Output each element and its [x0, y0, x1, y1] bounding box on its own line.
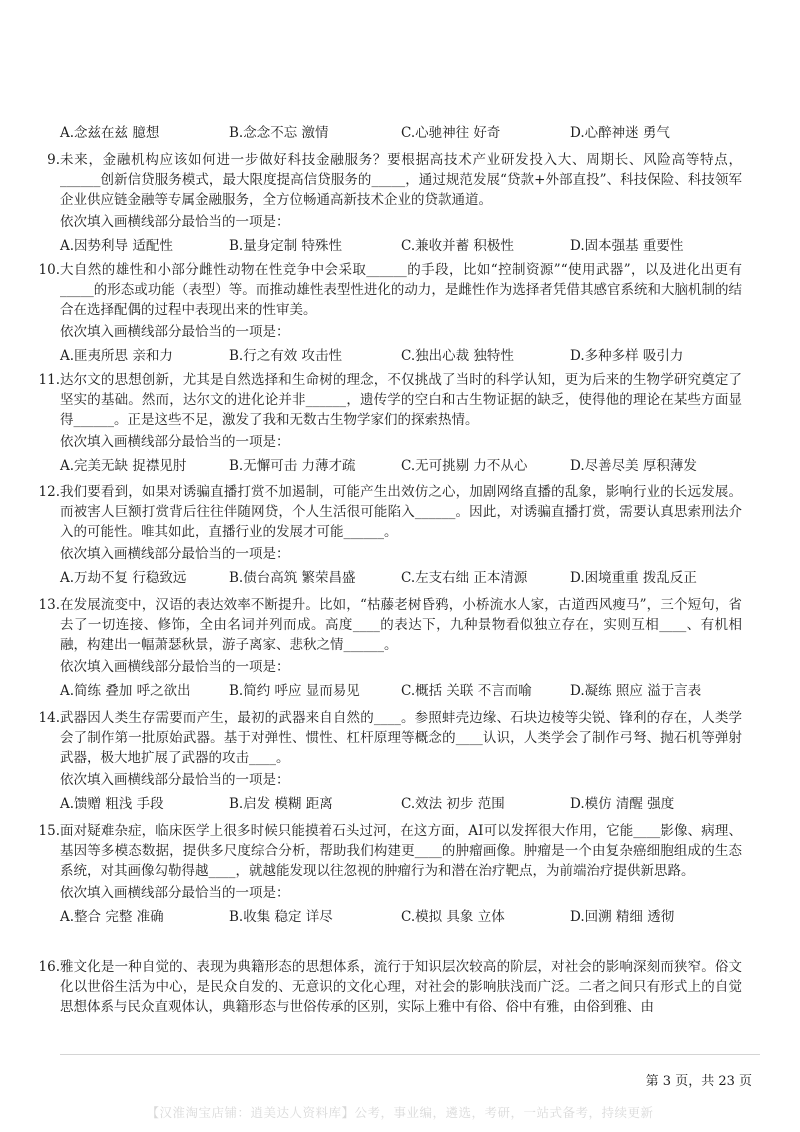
option-b: B.量身定制 特殊性	[229, 238, 343, 254]
question-number: 16.	[38, 959, 60, 975]
option-d: D.心醉神迷 勇气	[570, 125, 670, 141]
question-16	[32, 957, 742, 1017]
question-options	[60, 794, 760, 814]
option-c: C.左支右绌 正本清源	[401, 570, 528, 586]
question-stem: 大自然的雄性和小部分雌性动物在性竞争中会采取______的手段，比如“控制资源”“使用武器”，以及进化出更有_____的形态或功能（表型）等。而推动雄性表型性进化的动力，是雌性作为选择者凭借其感官系统和大脑机制的结合在选择配偶的过程中表现出来的性审美。	[60, 262, 742, 318]
question-stem: 雅文化是一种自觉的、表现为典籍形态的思想体系，流行于知识层次较高的阶层，对社会的影响深刻而狭窄。俗文化以世俗生活为中心，是民众自发的、无意识的文化心理，对社会的影响肤浅而广泛。二者之间只有形式上的自觉思想体系与民众直观体认，典籍形态与世俗传承的区别，实际上雅中有俗、俗中有雅，由俗到雅、由	[60, 959, 742, 1015]
option-d: D.模仿 清醒 强度	[570, 796, 675, 812]
question-instruction: 依次填入画横线部分最恰当的一项是：	[60, 772, 290, 788]
option-b: B.启发 模糊 距离	[229, 796, 333, 812]
option-d: D.回溯 精细 透彻	[570, 909, 675, 925]
question-number: 14.	[38, 710, 60, 726]
question-number: 9.	[47, 152, 60, 168]
question-stem: 达尔文的思想创新，尤其是自然选择和生命树的理念，不仅挑战了当时的科学认知，更为后来的生物学研究奠定了坚实的基础。然而，达尔文的进化论并非______，遗传学的空白和古生物证据的缺乏，使得他的理论在某些方面显得______。正是这些不足，激发了我和无数古生物学家们的探索热情。	[60, 372, 742, 428]
question-stem: 武器因人类生存需要而产生，最初的武器来自自然的____。参照蚌壳边缘、石块边棱等尖锐、锋利的存在，人类学会了制作第一批原始武器。基于对弹性、惯性、杠杆原理等概念的____认识，人类学会了制作弓弩、抛石机等弹射武器，极大地扩展了武器的攻击____。	[60, 710, 742, 766]
option-c: C.效法 初步 范围	[401, 796, 505, 812]
option-a: A.匪夷所思 亲和力	[60, 348, 173, 364]
question-15	[32, 821, 742, 927]
question-number: 13.	[38, 597, 60, 613]
option-b: B.念念不忘 激情	[229, 125, 329, 141]
question-stem: 未来，金融机构应该如何进一步做好科技金融服务？要根据高技术产业研发投入大、周期长、风险高等特点，______创新信贷服务模式，最大限度提高信贷服务的_____，通过规范发展“贷款+外部直投”、科技保险、科技领军企业供应链金融等专属金融服务，全方位畅通高新技术企业的贷款通道。	[60, 152, 742, 208]
option-d: D.困境重重 拨乱反正	[570, 570, 697, 586]
option-b: B.简约 呼应 显而易见	[229, 683, 360, 699]
question-instruction: 依次填入画横线部分最恰当的一项是：	[60, 434, 290, 450]
question-options	[60, 568, 760, 588]
option-c: C.概括 关联 不言而喻	[401, 683, 532, 699]
page-number: 第 3 页，共 23 页	[645, 1074, 752, 1089]
option-a: A.因势利导 适配性	[60, 238, 173, 254]
question-13	[32, 595, 742, 701]
option-d: D.多种多样 吸引力	[570, 348, 684, 364]
option-b: B.无懈可击 力薄才疏	[229, 458, 356, 474]
question-options	[60, 456, 760, 476]
question-stem: 我们要看到，如果对诱骗直播打赏不加遏制，可能产生出效仿之心，加剧网络直播的乱象，影响行业的长远发展。而被害人巨额打赏背后往往伴随网贷，个人生活很可能陷入______。因此，对诱骗直播打赏，需要认真思索刑法介入的可能性。唯其如此，直播行业的发展才可能______。	[60, 484, 742, 540]
question-number: 10.	[38, 262, 60, 278]
option-d: D.固本强基 重要性	[570, 238, 684, 254]
option-b: B.收集 稳定 详尽	[229, 909, 333, 925]
option-d: D.凝练 照应 溢于言表	[570, 683, 702, 699]
question-options	[60, 907, 760, 927]
question-stem: 在发展流变中，汉语的表达效率不断提升。比如，“枯藤老树昏鸦，小桥流水人家，古道西风瘦马”，三个短句，省去了一切连接、修饰，全由名词并列而成。高度____的表达下，九种景物看似独立存在，实则互相____、有机相融，构建出一幅萧瑟秋景，游子离家、悲秋之情______。	[60, 597, 742, 653]
option-c: C.心驰神往 好奇	[401, 125, 501, 141]
question-10	[32, 260, 742, 366]
question-9	[32, 150, 742, 256]
option-b: B.债台高筑 繁荣昌盛	[229, 570, 356, 586]
option-c: C.独出心裁 独特性	[401, 348, 514, 364]
question-options	[60, 681, 760, 701]
question-options	[60, 346, 760, 366]
question-12	[32, 482, 742, 588]
question-instruction: 依次填入画横线部分最恰当的一项是：	[60, 546, 290, 562]
option-a: A.念兹在兹 臆想	[60, 125, 160, 141]
watermark: 【汉淮淘宝店铺：逍美达人资料库】公考，事业编，遴选，考研，一站式备考，持续更新	[146, 1105, 654, 1120]
question-stem: 面对疑难杂症，临床医学上很多时候只能摸着石头过河，在这方面，AI可以发挥很大作用，它能____影像、病理、基因等多模态数据，提供多尺度综合分析，帮助我们构建更____的肿瘤画像。肿瘤是一个由复杂癌细胞组成的生态系统，对其画像勾勒得越____，就越能发现以往忽视的肿瘤行为和潜在治疗靶点，为前端治疗提供新思路。	[60, 823, 742, 879]
question-instruction: 依次填入画横线部分最恰当的一项是：	[60, 214, 290, 230]
option-a: A.完美无缺 捉襟见肘	[60, 458, 187, 474]
footer-divider	[60, 1054, 760, 1055]
question-instruction: 依次填入画横线部分最恰当的一项是：	[60, 659, 290, 675]
option-a: A.万劫不复 行稳致远	[60, 570, 187, 586]
option-b: B.行之有效 攻击性	[229, 348, 343, 364]
question-14	[32, 708, 742, 814]
question-number: 12.	[38, 484, 60, 500]
option-a: A.整合 完整 准确	[60, 909, 164, 925]
question-number: 15.	[38, 823, 60, 839]
question-options	[60, 236, 760, 256]
question-instruction: 依次填入画横线部分最恰当的一项是：	[60, 324, 290, 340]
question-11	[32, 370, 742, 476]
option-c: C.兼收并蓄 积极性	[401, 238, 514, 254]
option-a: A.简练 叠加 呼之欲出	[60, 683, 191, 699]
question-instruction: 依次填入画横线部分最恰当的一项是：	[60, 885, 290, 901]
option-d: D.尽善尽美 厚积薄发	[570, 458, 697, 474]
option-c: C.模拟 具象 立体	[401, 909, 505, 925]
question-number: 11.	[38, 372, 60, 388]
option-a: A.馈赠 粗浅 手段	[60, 796, 164, 812]
option-c: C.无可挑剔 力不从心	[401, 458, 528, 474]
